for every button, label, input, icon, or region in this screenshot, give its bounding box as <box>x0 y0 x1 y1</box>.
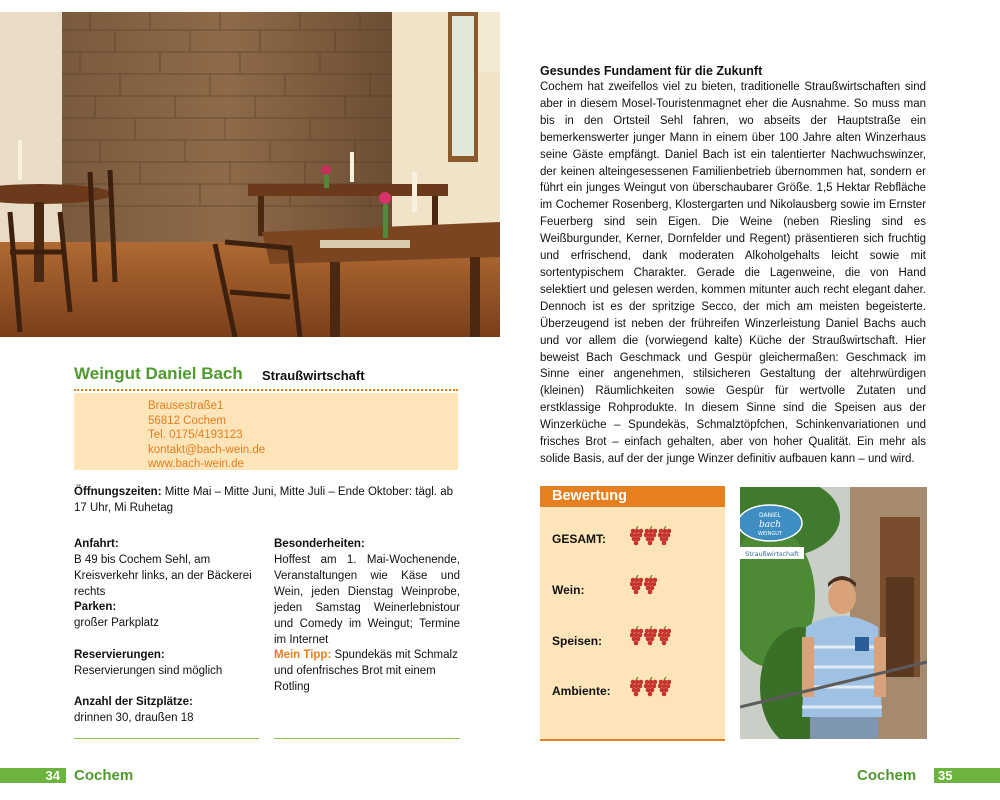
grape-icon <box>658 677 671 697</box>
grape-icons-ambience <box>630 677 672 702</box>
right-page-number-bar <box>934 768 1000 783</box>
hours-text: Mitte Mai – Mitte Juni, Mitte Juli – Ende Oktober: tägl. ab 17 Uhr, Mi Ruhetag <box>74 486 453 514</box>
green-rule-left <box>74 738 259 739</box>
sign-text-strausswirtschaft: Straußwirtschaft <box>745 550 799 558</box>
right-page-number: 35 <box>938 768 953 783</box>
left-footer-label: Cochem <box>74 767 134 784</box>
reservations-label: Reservierungen: <box>74 649 165 661</box>
grape-icons-overall <box>630 526 672 551</box>
grape-icons-food <box>630 626 672 651</box>
right-footer-label: Cochem <box>857 767 917 784</box>
tip-text: Spundekäs mit Schmalz und ofenfrisches Brot mit einem Rotling <box>274 649 458 693</box>
seats-label: Anzahl der Sitzplätze: <box>74 696 193 708</box>
parking-label: Parken: <box>74 601 117 613</box>
address-website[interactable]: www.bach-wein.de <box>148 458 244 470</box>
parking-block <box>74 599 264 631</box>
sign-text-weingut: WEINGUT <box>758 531 782 537</box>
address-street: Brausestraße1 <box>148 400 224 412</box>
grape-icon <box>644 677 657 697</box>
winery-subtitle: Straußwirtschaft <box>262 368 365 383</box>
arrival-label: Anfahrt: <box>74 538 119 550</box>
grape-icon <box>644 626 657 646</box>
article-text: Cochem hat zweifellos viel zu bieten, traditionelle Straußwirtschaften sind aber in diesem Mosel-Touristenmagnet eher die Ausnahme. So muss man bis in den Ortsteil Sehl fahren, wo abseits der Hauptstraße ein bemerkenswerter junger Mann in einem über 100 Jahre alten Winzerhaus seine Gäste empfängt. Daniel Bach ist ein talentierter Nachwuchswinzer, der keinen alteingesessenen Familienbetrieb übernommen hat, sondern er führt ein junges Weingut von überschaubarer Größe. 1,5 Hektar Rebfläche im Cochemer Rosenberg, Klostergarten und Nikolausberg sowie im Ernster Feuerberg sind sein Eigen. Die Weine (neben Riesling sind es Weißburgunder, Kerner, Dornfelder und Regent) präsentieren sich fruchtig und erfrischend, dank moderaten Alkoholgehalts leicht sowie mit sortentypischem Charakter. Gerade die Lagenweine, die von Hand selektiert und gelesen werden, kommen mitunter auch recht elegant daher. Dennoch ist es der spritzige Secco, der mich am meisten begeisterte. Überzeugend ist neben der frühreifen Winzerleistung Daniel Bachs auch und vor allem die (vorwiegend kalte) Küche der Straußwirtschaft. Hier beweist Bach Geschmack und Gespür gleichermaßen: Geschmack im Sinne einer angenehmen, stilsicheren Gestaltung der altehrwürdigen (kleinen) Räumlichkeiten sowie Gespür für wertvolle Zutaten und erstklassige Rohprodukte. In diesem Sinne sind die Speisen aus der Winzerküche – Spundekäs, Schmalztöpfchen, Schinkenvariationen und frisches Brot – einfach gehalten, aber von hoher Qualität. Ein mehr als solide Basis, auf der der junge Winzer definitiv aufbauen kann – und wird. <box>540 81 926 465</box>
grape-icon <box>630 677 643 697</box>
special-text: Hoffest am 1. Mai-Wochenende, Veranstaltungen wie Käse und Wein, jeden Dienstag Weinprobe, jeden Samstag Weinerlebnistour und Comedy im Weingut; Termine im Internet <box>274 554 460 646</box>
grape-icon <box>658 526 671 546</box>
tip-label: Mein Tipp: <box>274 649 332 661</box>
sign-text-bach: bach <box>759 520 781 530</box>
address-email[interactable]: kontakt@bach-wein.de <box>148 443 266 456</box>
left-page-number-bar <box>0 768 66 783</box>
seats-text: drinnen 30, draußen 18 <box>74 712 194 724</box>
winemaker-photo <box>740 487 927 739</box>
interior-photo <box>0 12 500 337</box>
rating-header <box>540 486 725 507</box>
grape-icon <box>630 526 643 546</box>
address-box <box>74 393 458 470</box>
seats-block <box>74 694 264 726</box>
rating-label-wine: Wein: <box>552 583 585 597</box>
hours-label: Öffnungszeiten: <box>74 486 162 498</box>
grape-icon <box>644 575 657 595</box>
article-body <box>540 79 926 468</box>
winery-title: Weingut Daniel Bach <box>74 364 243 383</box>
sign-text-daniel: DANIEL <box>758 512 782 519</box>
opening-hours <box>74 484 466 516</box>
reservations-text: Reservierungen sind möglich <box>74 665 223 677</box>
rating-title: Bewertung <box>552 488 627 504</box>
article-heading: Gesundes Fundament für die Zukunft <box>540 64 763 78</box>
grape-icon <box>630 626 643 646</box>
dotted-divider <box>74 389 458 391</box>
grape-icon <box>630 575 643 595</box>
grape-icon <box>658 626 671 646</box>
rating-label-overall: GESAMT: <box>552 532 606 546</box>
green-rule-right <box>274 738 460 739</box>
rating-label-ambience: Ambiente: <box>552 684 611 698</box>
tip-block <box>274 647 464 695</box>
special-block <box>274 536 460 648</box>
grape-icons-wine <box>630 575 658 600</box>
parking-text: großer Parkplatz <box>74 617 160 629</box>
reservations-block <box>74 647 264 679</box>
address-city: 56812 Cochem <box>148 414 226 427</box>
rating-label-food: Speisen: <box>552 634 603 648</box>
grape-icon <box>644 526 657 546</box>
arrival-block <box>74 536 264 600</box>
address-phone[interactable]: Tel. 0175/4193123 <box>148 429 243 441</box>
arrival-text: B 49 bis Cochem Sehl, am Kreisverkehr links, an der Bäckerei rechts <box>74 554 252 598</box>
left-page-number: 34 <box>45 768 60 783</box>
rating-box <box>540 486 725 741</box>
special-label: Besonderheiten: <box>274 538 365 550</box>
